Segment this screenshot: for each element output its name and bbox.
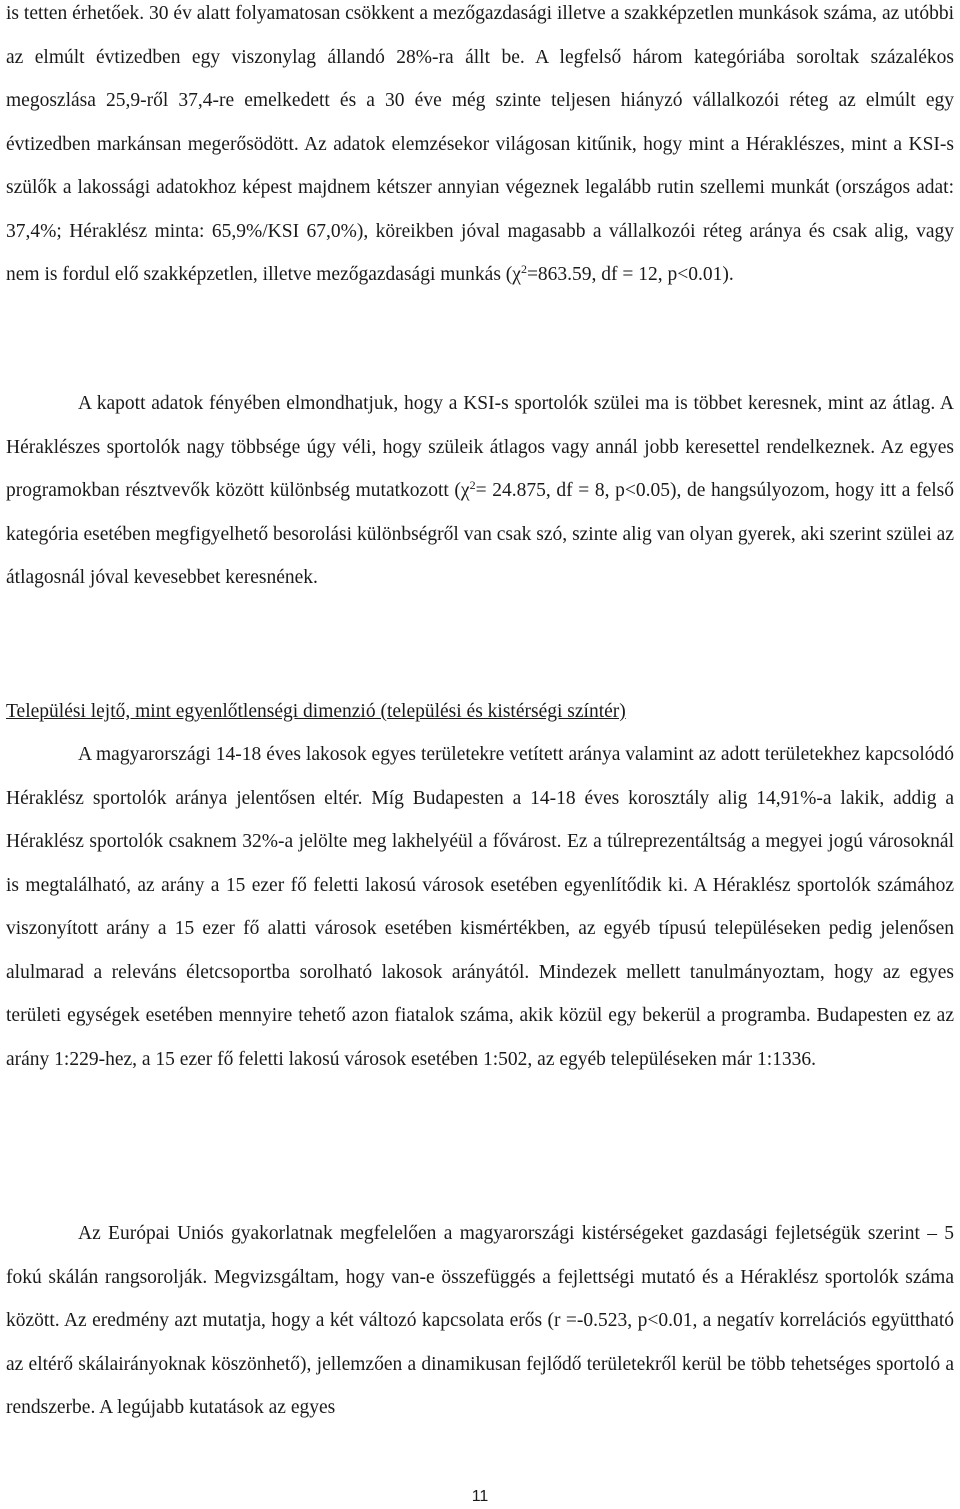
paragraph-text: A kapott adatok fényében elmondhatjuk, hogy a KSI-s sportolók szülei ma is többet keresnek, mint az átlag. A Héraklészes sportolók nagy többsége úgy véli, hogy szüleik átlagos vagy annál jobb keresettel rendelkeznek. Az egyes programokban résztvevők között különbség mutatkozott (χ (6, 393, 954, 501)
chi-square-superscript: 2 (520, 262, 527, 276)
paragraph-parent-income (6, 382, 954, 600)
paragraph-text-end: = 24.875, df = 8, p<0.05), de hangsúlyozom, hogy itt a felső kategória esetében megfigyelhető besorolási különbségről van csak szó, szinte alig van olyan gyerek, aki szerint szülei az átlagosnál jóval kevesebbet keresnének. (6, 480, 954, 588)
paragraph-text: is tetten érhetőek. 30 év alatt folyamatosan csökkent a mezőgazdasági illetve a szakképzetlen munkások száma, az utóbbi az elmúlt évtizedben egy viszonylag állandó 28%-ra állt be. A legfelső három kategóriába soroltak százalékos megoszlása 25,9-ről 37,4-re emelkedett és a 30 éve még szinte teljesen hiányzó vállalkozói réteg az elmúlt egy évtizedben markánsan megerősödött. Az adatok elemzésekor világosan kitűnik, hogy mint a Héraklészes, mint a KSI-s szülők a lakossági adatokhoz képest majdnem kétszer annyian végeznek legalább rutin szellemi munkát (országos adat: 37,4%; Héraklész minta: 65,9%/KSI 67,0%), köreikben jóval magasabb a vállalkozói réteg aránya és csak alig, vagy nem is fordul elő szakképzetlen, illetve mezőgazdasági munkás (χ (6, 3, 954, 285)
paragraph-settlement-ratio: A magyarországi 14-18 éves lakosok egyes területekre vetített aránya valamint az adott területekhez kapcsolódó Héraklész sportolók aránya jelentősen eltér. Míg Budapesten a 14-18 éves korosztály alig 14,91%-a lakik, addig a Héraklész sportolók csaknem 32%-a jelölte meg lakhelyéül a fővárost. Ez a túlreprezentáltság a megyei jogú városoknál is megtalálható, az arány a 15 ezer fő feletti lakosú városok esetében egyenlítődik ki. A Héraklész sportolók számához viszonyított arány a 15 ezer fő alatti városok esetében kismértékben, az egyéb típusú településeken pedig jelenősen alulmarad a releváns életcsoportba sorolható lakosok arányától. Mindezek mellett tanulmányoztam, hogy az egyes területi egységek esetében mennyire tehető azon fiatalok száma, akik közül egy bekerül a programba. Budapesten ez az arány 1:229-hez, a 15 ezer fő feletti lakosú városok esetében 1:502, az egyéb településeken már 1:1336. (6, 744, 954, 1070)
paragraph-text-end: =863.59, df = 12, p<0.01). (526, 264, 734, 285)
page-number: 11 (471, 1488, 489, 1505)
paragraph-occupational-structure (6, 0, 954, 297)
section-heading: Települési lejtő, mint egyenlőtlenségi dimenzió (települési és kistérségi színtér) (6, 701, 626, 722)
paragraph-regional-development: Az Európai Uniós gyakorlatnak megfelelően a magyarországi kistérségeket gazdasági fejletségük szerint – 5 fokú skálán rangsorolják. Megvizsgáltam, hogy van-e összefüggés a fejlettségi mutató és a Héraklész sportolók száma között. Az eredmény azt mutatja, hogy a két változó kapcsolata erős (r =-0.523, p<0.01, a negatív korrelációs együttható az eltérő skálairányoknak köszönhető), jellemzően a dinamikusan fejlődő területekről kerül be több tehetséges sportoló a rendszerbe. A legújabb kutatások az egyes (6, 1223, 954, 1418)
chi-square-superscript: 2 (469, 478, 476, 492)
